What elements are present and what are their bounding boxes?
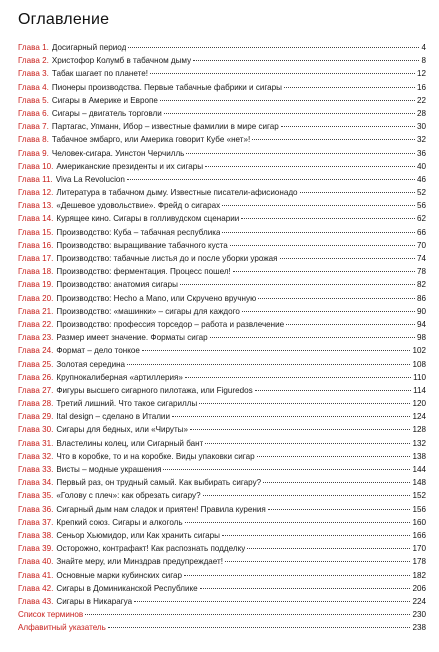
toc-entry[interactable] (18, 212, 426, 225)
page-number: 98 (416, 333, 426, 343)
toc-entry[interactable] (18, 94, 426, 107)
dot-leader (252, 139, 415, 140)
dot-leader (258, 298, 415, 299)
page-number: 66 (416, 227, 426, 237)
page-number: 82 (416, 280, 426, 290)
toc-entry[interactable] (18, 503, 426, 516)
chapter-title: Сигары для бедных, или «Чируты» (56, 425, 188, 435)
dot-leader (280, 258, 415, 259)
chapter-label: Глава 14. (18, 214, 54, 224)
chapter-label: Глава 34. (18, 478, 54, 488)
toc-entry[interactable] (18, 437, 426, 450)
chapter-title: Сигары – двигатель торговли (51, 108, 162, 118)
chapter-title: Христофор Колумб в табачном дыму (51, 56, 192, 66)
chapter-title: Властелины колец, или Сигарный бант (56, 438, 204, 448)
toc-entry[interactable] (18, 318, 426, 331)
chapter-label: Глава 11. (18, 174, 53, 184)
dot-leader (205, 443, 410, 444)
chapter-label: Глава 28. (18, 399, 54, 409)
chapter-label: Глава 40. (18, 557, 54, 567)
page-number: 148 (412, 478, 426, 488)
dot-leader (255, 390, 411, 391)
dot-leader (160, 100, 415, 101)
chapter-title: Литература в табачном дыму. Известные писатели-афисионадо (56, 188, 298, 198)
toc-entry[interactable] (18, 516, 426, 529)
toc-entry[interactable] (18, 147, 426, 160)
dot-leader (172, 416, 411, 417)
chapter-title: Висты – модные украшения (56, 465, 162, 474)
page-number: 160 (412, 517, 426, 527)
toc-entry[interactable] (18, 120, 426, 133)
toc-entry[interactable] (18, 344, 426, 357)
chapter-title: Золотая середина (56, 359, 126, 369)
dot-leader (210, 337, 415, 338)
page-number: 152 (412, 491, 426, 501)
dot-leader (222, 232, 415, 233)
dot-leader (184, 575, 410, 576)
page-title: Оглавление (18, 11, 110, 28)
chapter-label: Глава 4. (18, 82, 49, 92)
chapter-label: Глава 10. (18, 161, 54, 171)
dot-leader (242, 311, 415, 312)
page-number: 40 (416, 161, 426, 171)
toc-entry[interactable] (18, 54, 426, 67)
dot-leader (300, 192, 415, 193)
page-number: 132 (412, 438, 426, 448)
dot-leader (142, 350, 411, 351)
chapter-title: Третий лишний. Что такое сигариллы (56, 399, 198, 409)
toc-entry[interactable] (18, 595, 426, 608)
toc-entry-appendix[interactable] (18, 608, 426, 621)
page-number: 4 (421, 43, 426, 52)
chapter-title: Производство: «машинки» – сигары для каждого (56, 306, 240, 316)
toc-entry[interactable] (18, 226, 426, 239)
chapter-title: Основные марки кубинских сигар (56, 570, 183, 580)
dot-leader (268, 509, 411, 510)
page-number: 16 (416, 82, 426, 92)
toc-entry[interactable] (18, 555, 426, 568)
chapter-label: Глава 38. (18, 530, 54, 540)
dot-leader (281, 126, 415, 127)
dot-leader (185, 377, 411, 378)
chapter-title: Производство: Куба – табачная республика (56, 227, 221, 237)
dot-leader (199, 403, 410, 404)
page-number: 182 (412, 570, 426, 580)
dot-leader (241, 218, 415, 219)
page-number: 124 (412, 412, 426, 422)
toc-entry[interactable] (18, 410, 426, 423)
toc-entry[interactable] (18, 199, 426, 212)
chapter-label: Глава 42. (18, 583, 54, 593)
page-number: 110 (413, 372, 426, 382)
chapter-label: Глава 31. (18, 438, 54, 448)
page-number: 56 (416, 201, 426, 211)
page-number: 138 (412, 451, 426, 461)
toc-entry[interactable] (18, 278, 426, 291)
toc-entry[interactable] (18, 450, 426, 463)
chapter-title: Сигары в Никарагуа (56, 596, 133, 606)
chapter-title: «Голову с плеч»: как обрезать сигару? (56, 491, 201, 501)
chapter-title: Сеньор Хьюмидор, или Как хранить сигары (56, 530, 220, 540)
dot-leader (185, 522, 411, 523)
chapter-label: Глава 5. (18, 95, 49, 105)
chapter-title: Крупнокалиберная «артиллерия» (56, 372, 183, 382)
chapter-title: Американские президенты и их сигары (56, 161, 204, 171)
dot-leader (180, 284, 415, 285)
toc-entry[interactable] (18, 384, 426, 397)
toc-entry[interactable] (18, 133, 426, 146)
chapter-title: Крепкий союз. Сигары и алкоголь (56, 517, 183, 527)
toc-entry[interactable] (18, 292, 426, 305)
chapter-label: Глава 13. (18, 201, 54, 211)
dot-leader (127, 179, 415, 180)
chapter-title: Viva La Revolucion (55, 174, 125, 184)
toc-list (18, 41, 426, 634)
page-number: 22 (416, 95, 426, 105)
chapter-title: Партагас, Упманн, Ибор – известные фамилии в мире сигар (51, 122, 279, 132)
dot-leader (222, 205, 415, 206)
toc-entry[interactable] (18, 489, 426, 502)
chapter-label: Глава 12. (18, 188, 54, 198)
chapter-title: Ital design – сделано в Италии (56, 412, 170, 422)
dot-leader (193, 60, 419, 61)
dot-leader (286, 324, 415, 325)
dot-leader (203, 495, 411, 496)
dot-leader (164, 113, 415, 114)
toc-entry[interactable] (18, 173, 426, 186)
chapter-label: Глава 16. (18, 240, 54, 250)
toc-entry[interactable] (18, 569, 426, 582)
chapter-label: Глава 30. (18, 425, 54, 435)
toc-entry[interactable] (18, 305, 426, 318)
toc-entry[interactable] (18, 542, 426, 555)
chapter-label: Глава 18. (18, 267, 54, 277)
page-number: 70 (416, 240, 426, 250)
chapter-title: Фигуры высшего сигарного пилотажа, или Figuredos (56, 385, 253, 395)
chapter-title: Формат – дело тонкое (56, 346, 140, 356)
chapter-label: Глава 15. (18, 227, 54, 237)
chapter-label: Глава 32. (18, 451, 54, 461)
page-number: 78 (416, 267, 426, 277)
toc-entry[interactable] (18, 529, 426, 542)
chapter-title: Курящее кино. Сигары в голливудском сценарии (56, 214, 240, 224)
chapter-title: Пионеры производства. Первые табачные фабрики и сигары (51, 82, 282, 92)
dot-leader (190, 429, 410, 430)
chapter-title: Сигарный дым нам сладок и приятен! Правила курения (56, 504, 266, 514)
chapter-label: Глава 39. (18, 544, 54, 554)
toc-entry[interactable] (18, 160, 426, 173)
chapter-label: Глава 35. (18, 491, 54, 501)
dot-leader (200, 588, 411, 589)
chapter-title: Производство: Hecho a Mano, или Скручено вручную (56, 293, 257, 303)
chapter-label: Глава 1. (18, 43, 49, 52)
toc-entry[interactable] (18, 331, 426, 344)
dot-leader (134, 601, 410, 602)
chapter-label: Глава 22. (18, 319, 54, 329)
chapter-label: Глава 19. (18, 280, 54, 290)
page-number: 224 (412, 596, 426, 606)
dot-leader (128, 47, 419, 48)
page-number: 114 (413, 385, 426, 395)
chapter-title: Производство: табачные листья до и после уборки урожая (56, 254, 278, 263)
chapter-title: Производство: выращивание табачного куста (56, 240, 228, 250)
page-number: 238 (412, 623, 426, 633)
chapter-label: Глава 25. (18, 359, 54, 369)
chapter-label: Глава 24. (18, 346, 54, 356)
toc-entry[interactable] (18, 239, 426, 252)
page-number: 90 (416, 306, 426, 316)
toc-entry[interactable] (18, 41, 426, 54)
page-number: 86 (416, 293, 426, 303)
toc-entry[interactable] (18, 186, 426, 199)
page-number: 108 (412, 359, 426, 369)
chapter-title: Производство: анатомия сигары (56, 280, 178, 290)
chapter-label: Глава 9. (18, 148, 49, 158)
chapter-title: Знайте меру, или Минздрав предупреждает! (56, 557, 223, 567)
page-number: 62 (416, 214, 426, 224)
toc-entry[interactable] (18, 463, 426, 476)
toc-entry-appendix[interactable] (18, 621, 426, 634)
dot-leader (85, 614, 410, 615)
chapter-label: Глава 41. (18, 570, 54, 580)
chapter-title: Сигары в Доминиканской Республике (56, 583, 198, 593)
dot-leader (257, 456, 411, 457)
appendix-title: Алфавитный указатель (18, 623, 106, 633)
toc-entry[interactable] (18, 371, 426, 384)
dot-leader (108, 627, 411, 628)
dot-leader (205, 166, 415, 167)
chapter-label: Глава 8. (18, 135, 49, 145)
dot-leader (127, 364, 410, 365)
chapter-title: Человек-сигара. Уинстон Черчилль (51, 148, 185, 158)
dot-leader (284, 87, 415, 88)
chapter-title: «Дешевое удовольствие». Фрейд о сигарах (56, 201, 221, 211)
chapter-label: Глава 29. (18, 412, 54, 422)
page-number: 170 (412, 544, 426, 554)
dot-leader (222, 535, 411, 536)
dot-leader (150, 73, 415, 74)
page-number: 178 (412, 557, 426, 567)
chapter-title: Что в коробке, то и на коробке. Виды упаковки сигар (56, 451, 255, 461)
chapter-label: Глава 36. (18, 504, 54, 514)
chapter-label: Глава 7. (18, 122, 49, 132)
page-number: 12 (416, 69, 426, 79)
page-number: 94 (416, 319, 426, 329)
page-number: 74 (416, 254, 426, 263)
page-number: 166 (412, 530, 426, 540)
chapter-label: Глава 43. (18, 596, 54, 606)
chapter-title: Досигарный период (51, 43, 127, 52)
page-number: 120 (412, 399, 426, 409)
page-number: 52 (416, 188, 426, 198)
chapter-title: Размер имеет значение. Форматы сигар (56, 333, 208, 343)
toc-entry[interactable] (18, 476, 426, 489)
chapter-label: Глава 6. (18, 108, 49, 118)
chapter-label: Глава 37. (18, 517, 54, 527)
dot-leader (233, 271, 415, 272)
dot-leader (186, 153, 415, 154)
dot-leader (247, 548, 410, 549)
page-number: 30 (416, 122, 426, 132)
toc-entry[interactable] (18, 265, 426, 278)
chapter-label: Глава 23. (18, 333, 54, 343)
chapter-label: Глава 21. (18, 306, 54, 316)
chapter-title: Табак шагает по планете! (51, 69, 148, 79)
page-number: 46 (416, 174, 426, 184)
chapter-label: Глава 33. (18, 465, 54, 474)
page-number: 144 (412, 465, 426, 474)
chapter-title: Табачное эмбарго, или Америка говорит Кубе «нет»! (51, 135, 251, 145)
toc-entry[interactable] (18, 81, 426, 94)
chapter-label: Глава 2. (18, 56, 49, 66)
toc-entry[interactable] (18, 397, 426, 410)
page-number: 128 (412, 425, 426, 435)
chapter-label: Глава 3. (18, 69, 49, 79)
page-number: 8 (421, 56, 426, 66)
page-number: 156 (412, 504, 426, 514)
toc-entry[interactable] (18, 107, 426, 120)
toc-entry[interactable] (18, 582, 426, 595)
dot-leader (230, 245, 415, 246)
page-number: 36 (416, 148, 426, 158)
toc-entry[interactable] (18, 358, 426, 371)
chapter-title: Производство: профессия торседор – работа и развлечение (56, 319, 285, 329)
page-number: 32 (416, 135, 426, 145)
dot-leader (263, 482, 410, 483)
toc-entry[interactable] (18, 252, 426, 265)
chapter-label: Глава 20. (18, 293, 54, 303)
chapter-title: Производство: ферментация. Процесс пошел! (56, 267, 231, 277)
chapter-label: Глава 27. (18, 385, 54, 395)
chapter-title: Первый раз, он трудный самый. Как выбирать сигару? (56, 478, 262, 488)
toc-entry[interactable] (18, 67, 426, 80)
appendix-title: Список терминов (18, 610, 84, 620)
chapter-title: Осторожно, контрафакт! Как распознать подделку (56, 544, 246, 554)
page-number: 206 (412, 583, 426, 593)
page-number: 230 (412, 610, 426, 620)
page-number: 102 (412, 346, 426, 356)
dot-leader (163, 469, 410, 470)
chapter-label: Глава 17. (18, 254, 54, 263)
chapter-label: Глава 26. (18, 372, 54, 382)
chapter-title: Сигары в Америке и Европе (51, 95, 158, 105)
dot-leader (225, 561, 411, 562)
toc-entry[interactable] (18, 423, 426, 436)
page-number: 28 (416, 108, 426, 118)
